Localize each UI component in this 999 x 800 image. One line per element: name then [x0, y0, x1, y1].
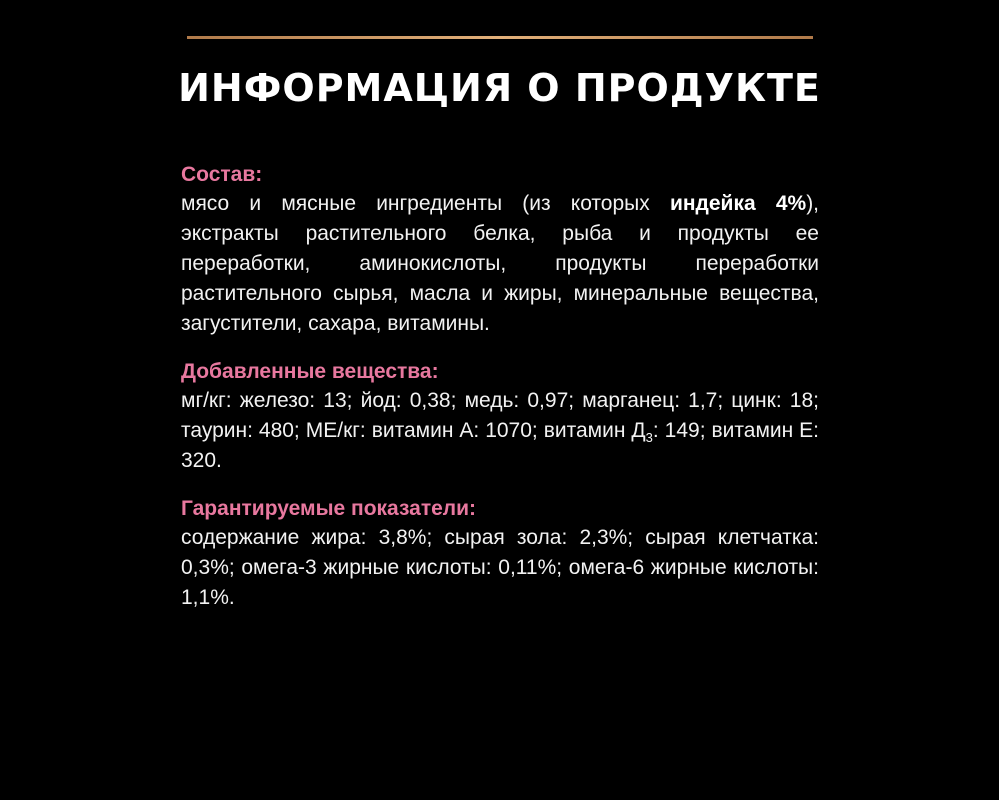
- composition-text-start: мясо и мясные ингредиенты (из которых: [181, 192, 670, 215]
- composition-highlight: индейка 4%: [669, 192, 807, 215]
- vitamin-d-subscript: 3: [645, 430, 653, 446]
- composition-text: [181, 189, 819, 339]
- composition-section: [181, 160, 819, 339]
- additives-heading: Добавленные вещества:: [181, 360, 439, 383]
- guaranteed-heading: Гарантируемые показатели:: [181, 497, 477, 520]
- page-title: ИНФОРМАЦИЯ О ПРОДУКТЕ: [178, 66, 821, 110]
- additives-text-tail: : 149; витамин Е: 320.: [181, 419, 820, 472]
- composition-text-end: ), экстракты растительного белка, рыба и продукты ее переработки, аминокислоты, продукты переработки растительного сырья, масла и жиры, минеральные вещества, загустители, сахара, витамины.: [181, 192, 820, 335]
- additives-text: [181, 386, 819, 476]
- additives-section: [181, 357, 819, 476]
- composition-heading: Состав:: [181, 163, 263, 186]
- top-divider: [187, 36, 813, 39]
- additives-text-main: мг/кг: железо: 13; йод: 0,38; медь: 0,97; марганец: 1,7; цинк: 18; таурин: 480; МЕ/кг: витамин А: 1070; витамин Д: [181, 389, 819, 442]
- product-info: [181, 160, 819, 631]
- guaranteed-text: содержание жира: 3,8%; сырая зола: 2,3%; сырая клетчатка: 0,3%; омега-3 жирные кислоты: 0,11%; омега-6 жирные кислоты: 1,1%.: [181, 526, 819, 609]
- guaranteed-section: [181, 494, 819, 613]
